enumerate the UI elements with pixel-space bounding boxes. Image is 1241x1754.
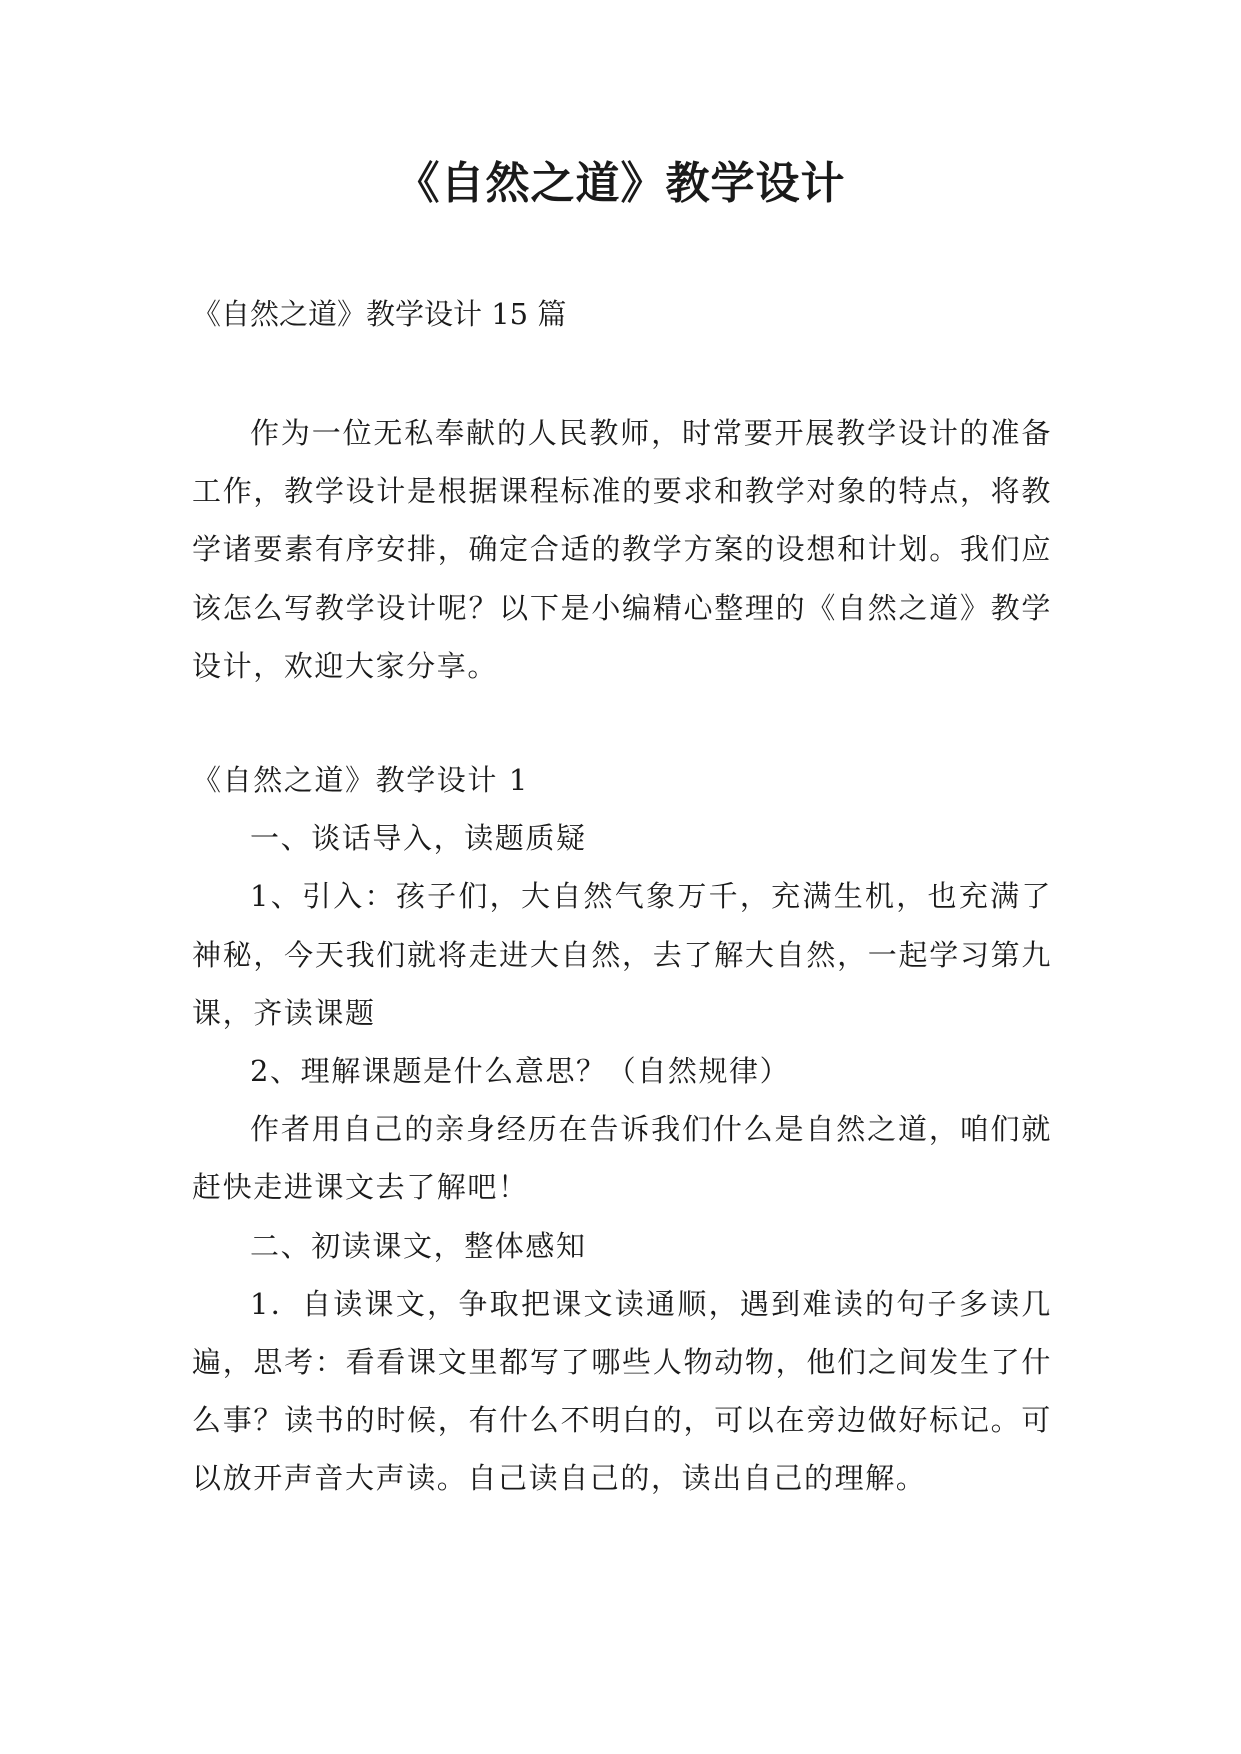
paragraph: 1、引入：孩子们，大自然气象万千，充满生机，也充满了神秘，今天我们就将走进大自然，去了解大自然，一起学习第九课，齐读课题 [192, 879, 1052, 1030]
intro-block [192, 404, 1052, 695]
paragraph: 作者用自己的亲身经历在告诉我们什么是自然之道，咱们就赶快走进课文去了解吧！ [192, 1112, 1052, 1205]
document-subtitle: 《自然之道》教学设计 15 篇 [192, 297, 567, 331]
document-title: 《自然之道》教学设计 [395, 158, 846, 209]
paragraph: 二、初读课文，整体感知 [250, 1228, 587, 1263]
paragraph: 一、谈话导入，读题质疑 [250, 821, 587, 856]
paragraph: 1．自读课文，争取把课文读通顺，遇到难读的句子多读几遍，思考：看看课文里都写了哪些人物动物，他们之间发生了什么事？读书的时候，有什么不明白的，可以在旁边做好标记。可以放开声音大声读。自己读自己的，读出自己的理解。 [192, 1286, 1052, 1496]
section-title: 《自然之道》教学设计 1 [192, 763, 529, 797]
intro-paragraph: 作为一位无私奉献的人民教师，时常要开展教学设计的准备工作，教学设计是根据课程标准的要求和教学对象的特点，将教学诸要素有序安排，确定合适的教学方案的设想和计划。我们应该怎么写教学设计呢？以下是小编精心整理的《自然之道》教学设计，欢迎大家分享。 [192, 416, 1052, 683]
paragraph: 2、理解课题是什么意思？（自然规律） [250, 1054, 791, 1089]
section-1 [192, 751, 1052, 1508]
